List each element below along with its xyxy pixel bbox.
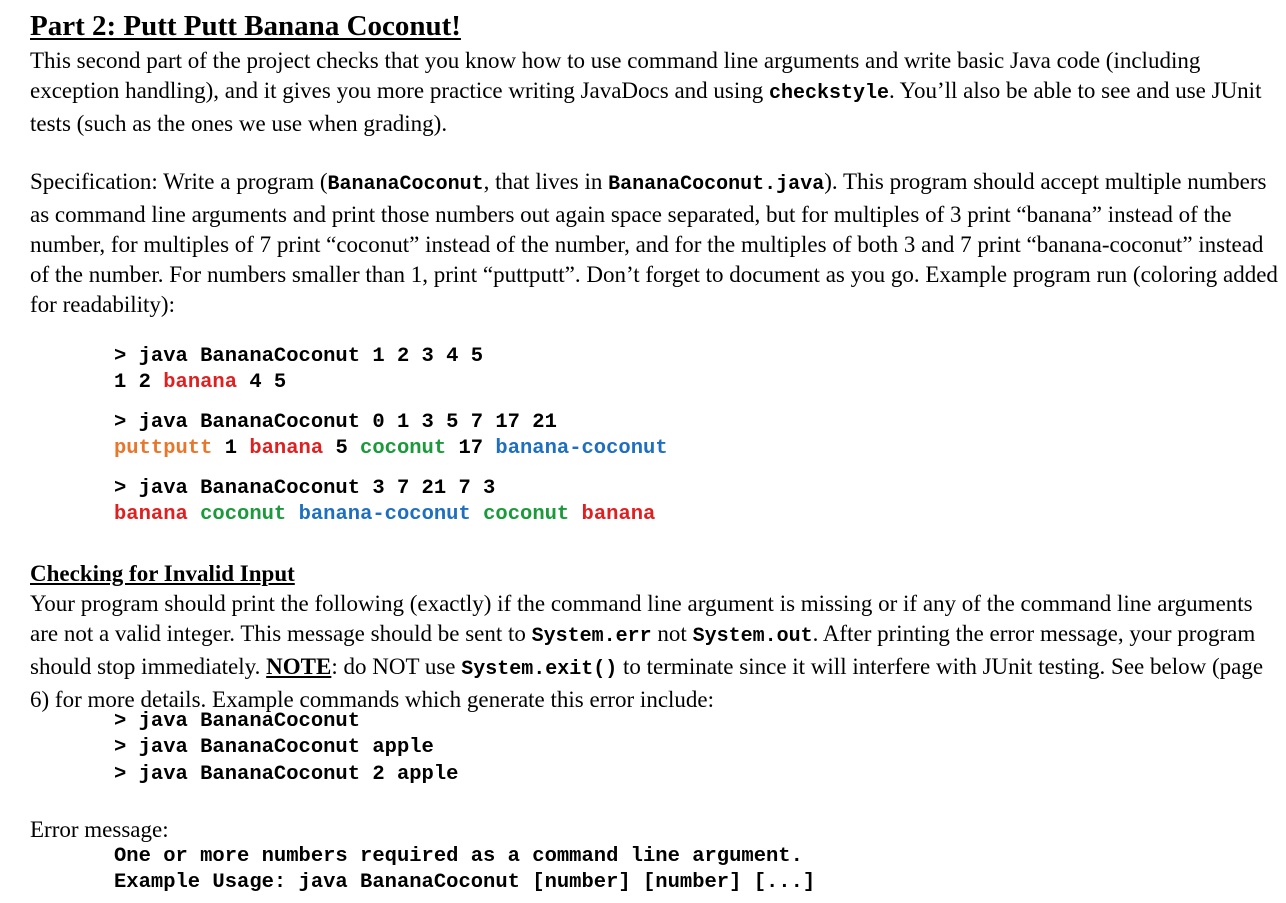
output-coconut: coconut xyxy=(360,437,447,460)
output-banana: banana xyxy=(114,503,188,526)
error-message-line-1: One or more numbers required as a command line argument. xyxy=(114,845,803,868)
output-text: 17 xyxy=(446,437,496,460)
error-message-line-2: Example Usage: java BananaCoconut [number] [number] [...] xyxy=(114,871,816,894)
invalid-text-3: . After printing the error message, your program should stop immediately. xyxy=(30,621,1256,679)
spec-code-filename: BananaCoconut.java xyxy=(608,173,825,196)
output-puttputt: puttputt xyxy=(114,437,213,460)
example-command-1: > java BananaCoconut 1 2 3 4 5 xyxy=(114,345,484,368)
invalid-code-system-err: System.err xyxy=(531,625,652,648)
intro-text-1: This second part of the project checks that you know how to use command line arguments and write basic Java code (including exception handling), and it gives you more practice writing JavaDocs and using xyxy=(30,48,1201,103)
spec-text-2: , that lives in xyxy=(483,169,609,194)
output-coconut: coconut xyxy=(483,503,570,526)
invalid-text-5: to terminate since it will interfere with JUnit testing. See below (page 6) for more details. Example commands which generate this error include: xyxy=(30,654,1264,712)
intro-paragraph xyxy=(30,46,1286,139)
spec-code-classname: BananaCoconut xyxy=(327,173,484,196)
output-text: 5 xyxy=(323,437,361,460)
invalid-input-heading: Checking for Invalid Input xyxy=(30,561,295,586)
output-text: 1 2 xyxy=(114,371,164,394)
spec-text-1: Specification: Write a program ( xyxy=(30,169,328,194)
example-output-2 xyxy=(114,436,668,462)
invalid-command-2: > java BananaCoconut apple xyxy=(114,736,434,759)
example-output-1 xyxy=(114,370,286,396)
invalid-text-4: : do NOT use xyxy=(331,654,462,679)
invalid-text-2: not xyxy=(651,621,693,646)
intro-code-checkstyle: checkstyle xyxy=(769,82,890,105)
page-title: Part 2: Putt Putt Banana Coconut! xyxy=(30,10,461,42)
specification-paragraph xyxy=(30,167,1286,320)
output-banana-coconut: banana-coconut xyxy=(495,437,668,460)
example-command-2: > java BananaCoconut 0 1 3 5 7 17 21 xyxy=(114,411,557,434)
invalid-text-1: Your program should print the following (exactly) if the command line argument is missing or if any of the command line arguments are not a valid integer. This message should be sent to xyxy=(30,591,1253,646)
output-banana-coconut: banana-coconut xyxy=(298,503,471,526)
invalid-command-3: > java BananaCoconut 2 apple xyxy=(114,763,459,786)
error-message-label: Error message: xyxy=(30,817,169,842)
example-command-3: > java BananaCoconut 3 7 21 7 3 xyxy=(114,477,496,500)
spec-text-3: ). This program should accept multiple numbers as command line arguments and print those numbers out again space separated, but for multiples of 3 print “banana” instead of the number, for multiples of 7 print “coconut” instead of the number, and for the multiples of both 3 and 7 print “banana-coconut” instead of the number. For numbers smaller than 1, print “puttputt”. Don’t forget to document as you go. Example program run (coloring added for readability): xyxy=(30,169,1278,317)
invalid-command-1: > java BananaCoconut xyxy=(114,710,361,733)
intro-text-2: . You’ll also be able to see and use JUnit tests (such as the ones we use when grading). xyxy=(30,78,1262,136)
invalid-input-paragraph xyxy=(30,589,1286,715)
output-banana: banana xyxy=(163,371,238,394)
example-output-3 xyxy=(114,502,655,528)
output-text: 4 5 xyxy=(237,371,287,394)
invalid-code-system-out: System.out xyxy=(692,625,813,648)
output-coconut: coconut xyxy=(200,503,287,526)
note-label: NOTE xyxy=(266,654,332,679)
output-text: 1 xyxy=(212,437,250,460)
invalid-code-system-exit: System.exit() xyxy=(461,658,618,681)
output-banana: banana xyxy=(581,503,656,526)
output-banana: banana xyxy=(249,437,324,460)
